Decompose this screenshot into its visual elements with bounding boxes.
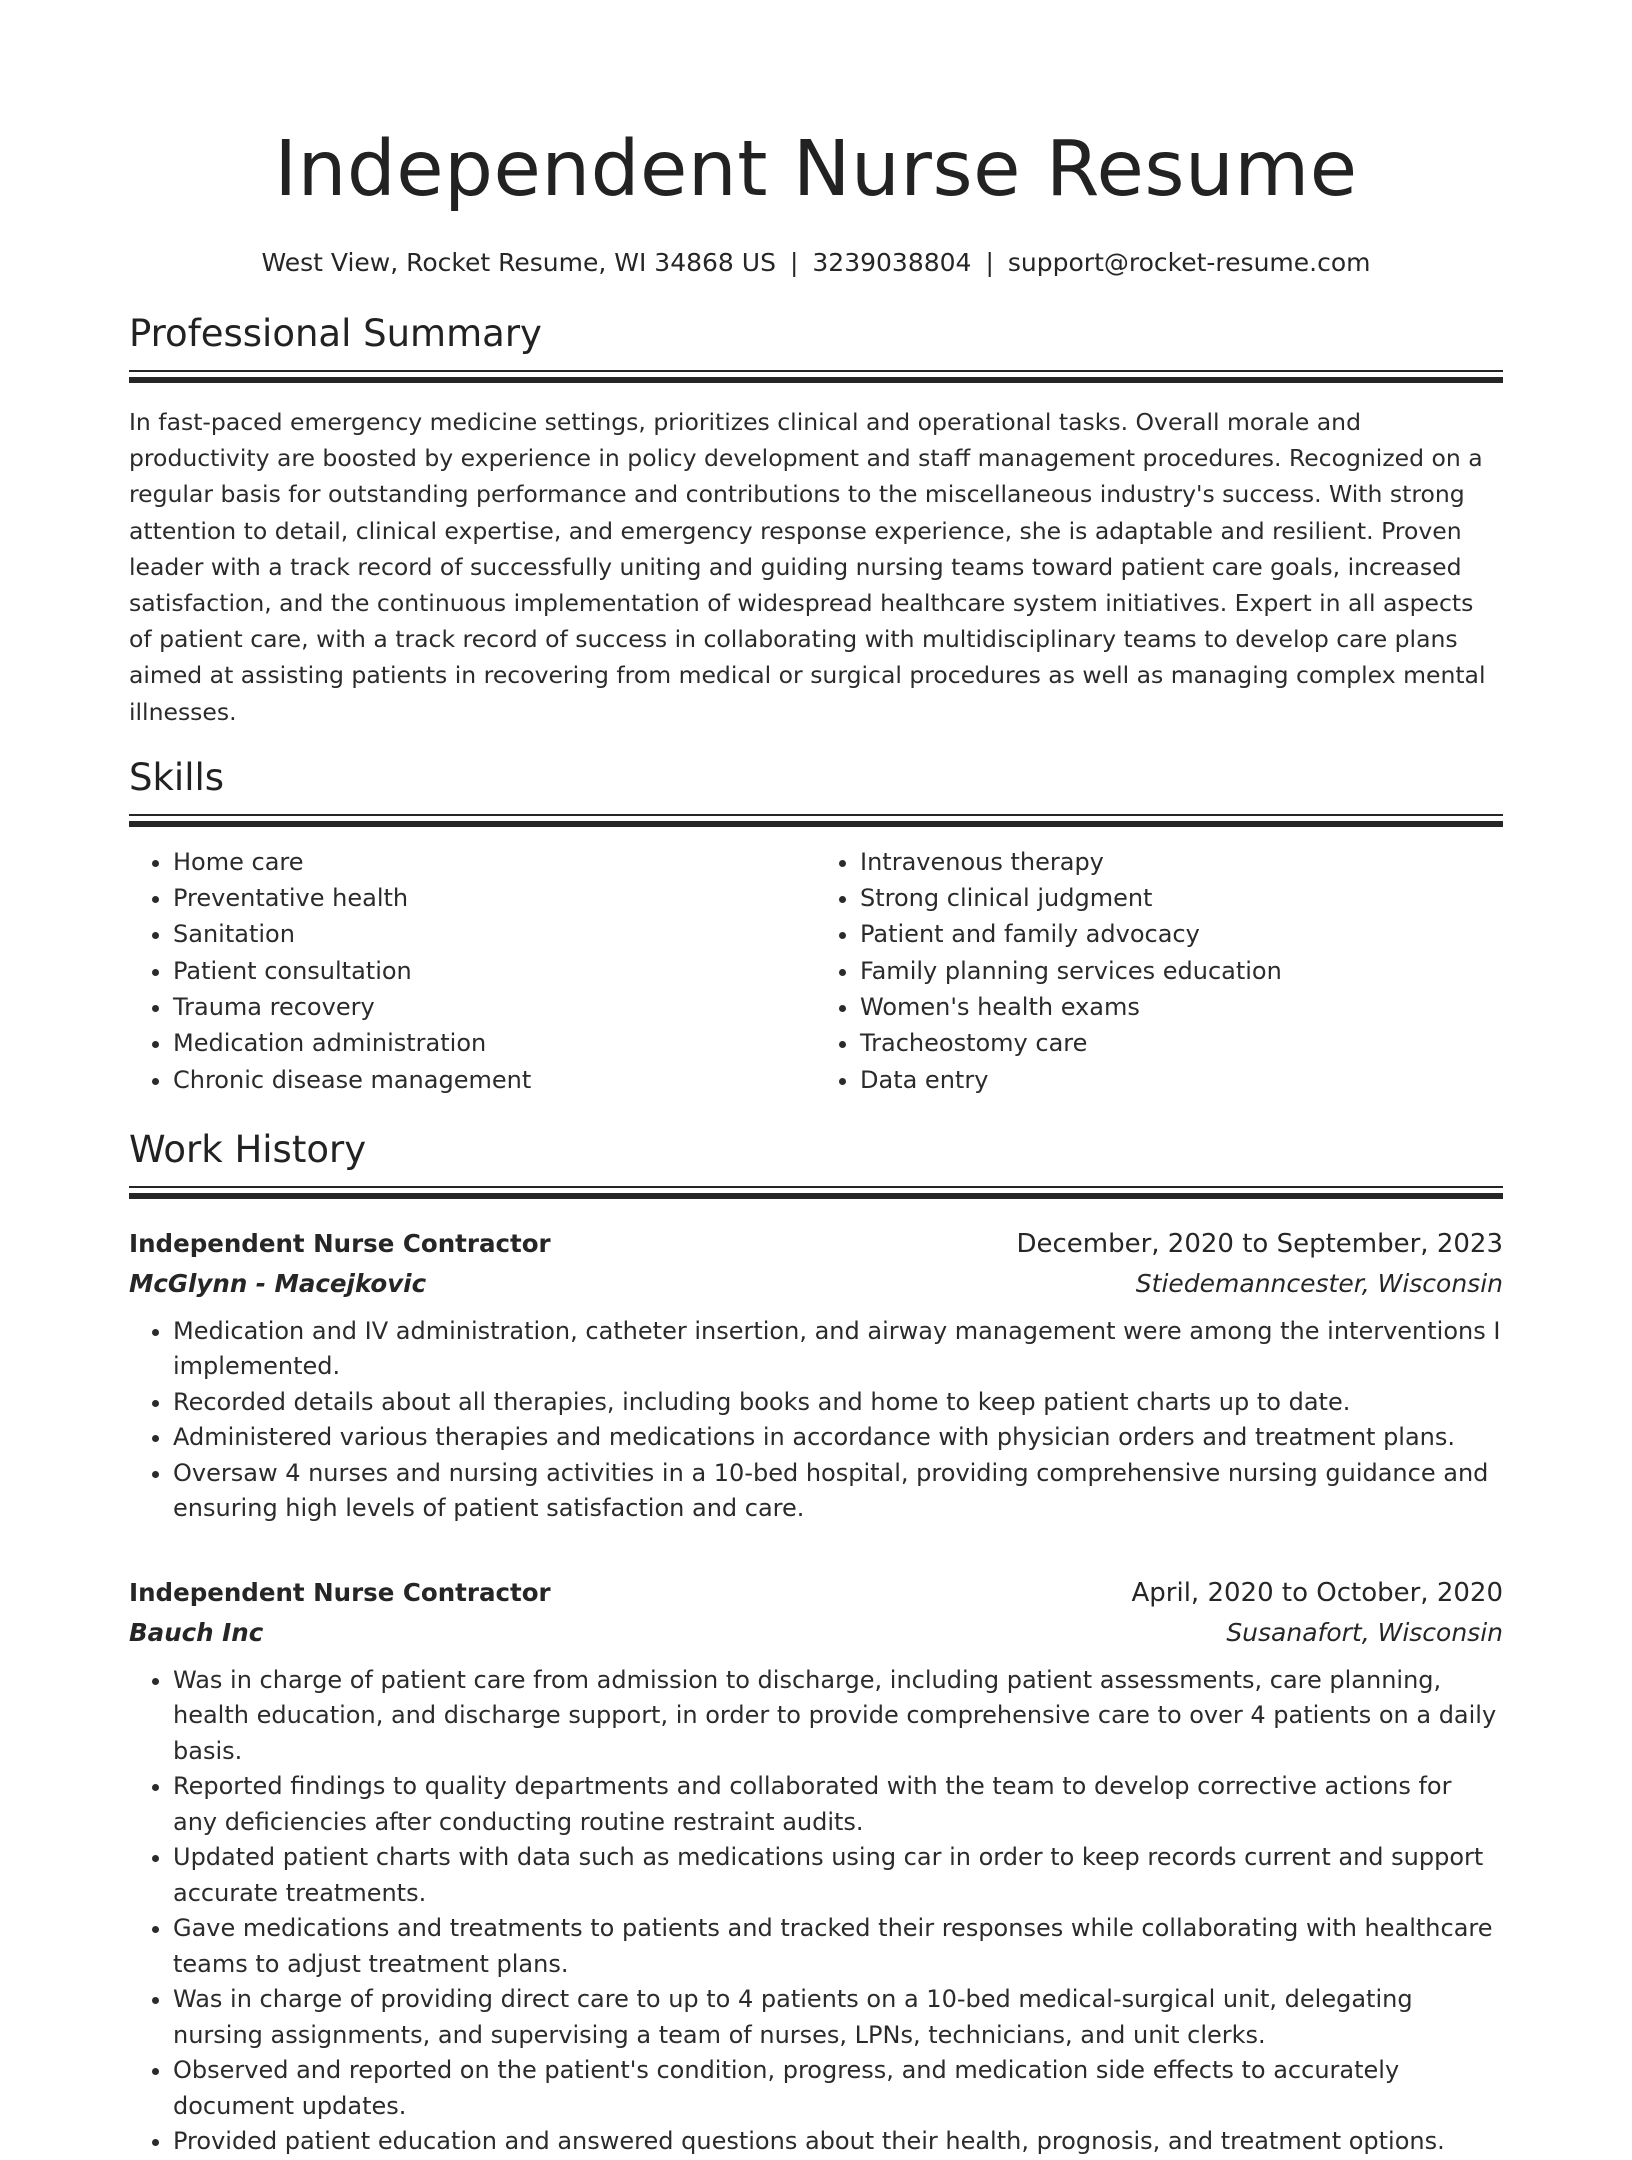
job-dates: April, 2020 to October, 2020 — [1131, 1577, 1503, 1608]
job-bullet: • Oversaw 4 nurses and nursing activities in a 10-bed hospital, providing comprehensive nursing guidance and ensuring high levels of patient satisfaction and care. — [173, 1456, 1503, 1527]
skill-item: • Intravenous therapy — [860, 844, 1503, 880]
contact-email: support@rocket-resume.com — [1007, 248, 1371, 277]
skill-item: • Trauma recovery — [173, 989, 816, 1025]
job-bullet: • Reported findings to quality departments and collaborated with the team to develop corrective actions for any deficiencies after conducting routine restraint audits. — [173, 1769, 1503, 1840]
job-title: Independent Nurse Contractor — [129, 1228, 551, 1258]
skill-item: • Chronic disease management — [173, 1062, 816, 1098]
skill-item: • Medication administration — [173, 1025, 816, 1061]
job-bullet: • Observed and reported on the patient's condition, progress, and medication side effects to accurately document updates. — [173, 2053, 1503, 2124]
section-divider — [129, 370, 1503, 386]
contact-address: West View, Rocket Resume, WI 34868 US — [261, 248, 776, 277]
job-bullet: • Provided patient education and answered questions about their health, prognosis, and treatment options. — [173, 2124, 1503, 2160]
job-company-row — [129, 1613, 1503, 1653]
skill-item: • Strong clinical judgment — [860, 880, 1503, 916]
summary-text: In fast-paced emergency medicine settings, prioritizes clinical and operational tasks. Overall morale and productivity are boosted by experience in policy development and staff management procedures. Recognized on a regular basis for outstanding performance and contributions to the miscellaneous industry's success. With strong attention to detail, clinical expertise, and emergency response experience, she is adaptable and resilient. Proven leader with a track record of successfully uniting and guiding nursing teams toward patient care goals, increased satisfaction, and the continuous implementation of widespread healthcare system initiatives. Expert in all aspects of patient care, with a track record of success in collaborating with multidisciplinary teams to develop care plans aimed at assisting patients in recovering from medical or surgical procedures as well as managing complex mental illnesses. — [129, 408, 1486, 726]
section-title-skills: Skills — [129, 755, 225, 799]
skill-item: • Home care — [173, 844, 816, 880]
skill-item: • Patient consultation — [173, 953, 816, 989]
job-company: Bauch Inc — [129, 1617, 264, 1647]
job-entry — [129, 1224, 1503, 1527]
job-bullet: • Was in charge of providing direct care to up to 4 patients on a 10-bed medical-surgical unit, delegating nursing assignments, and supervising a team of nurses, LPNs, technicians, and unit clerks. — [173, 1982, 1503, 2053]
job-location: Stiedemanncester, Wisconsin — [1135, 1268, 1503, 1298]
job-bullets — [129, 1314, 1503, 1527]
skill-item: • Data entry — [860, 1062, 1503, 1098]
contact-separator: | — [985, 248, 994, 277]
job-bullet: • Was in charge of patient care from admission to discharge, including patient assessments, care planning, health education, and discharge support, in order to provide comprehensive care to over 4 patients on a daily basis. — [173, 1663, 1503, 1770]
job-bullet: • Gave medications and treatments to patients and tracked their responses while collaborating with healthcare teams to adjust treatment plans. — [173, 1911, 1503, 1982]
section-skills — [129, 754, 1503, 1098]
job-header-row — [129, 1224, 1503, 1264]
contact-line — [129, 246, 1503, 280]
skill-item: • Family planning services education — [860, 953, 1503, 989]
job-bullet: • Updated patient charts with data such as medications using car in order to keep records current and support accurate treatments. — [173, 1840, 1503, 1911]
section-divider — [129, 1186, 1503, 1202]
job-bullet: • Medication and IV administration, catheter insertion, and airway management were among the interventions I implemented. — [173, 1314, 1503, 1385]
skills-columns — [129, 844, 1503, 1098]
job-title: Independent Nurse Contractor — [129, 1577, 551, 1607]
job-bullets — [129, 1663, 1503, 2160]
job-location: Susanafort, Wisconsin — [1226, 1617, 1503, 1647]
job-header-row — [129, 1573, 1503, 1613]
skill-item: • Tracheostomy care — [860, 1025, 1503, 1061]
job-entry — [129, 1573, 1503, 2160]
skill-item: • Sanitation — [173, 916, 816, 952]
section-work-history — [129, 1126, 1503, 2160]
skill-item: • Women's health exams — [860, 989, 1503, 1025]
skills-list-left — [129, 844, 816, 1098]
contact-phone: 3239038804 — [812, 248, 972, 277]
section-title-work: Work History — [129, 1127, 367, 1171]
section-divider — [129, 814, 1503, 830]
skills-list-right — [816, 844, 1503, 1098]
job-company-row — [129, 1264, 1503, 1304]
job-company: McGlynn - Macejkovic — [129, 1268, 427, 1298]
section-title-summary: Professional Summary — [129, 312, 542, 355]
resume-title: Independent Nurse Resume — [274, 125, 1358, 214]
contact-separator: | — [789, 248, 799, 277]
section-professional-summary — [129, 310, 1503, 730]
job-dates: December, 2020 to September, 2023 — [1016, 1228, 1503, 1259]
skill-item: • Preventative health — [173, 880, 816, 916]
job-bullet: • Recorded details about all therapies, including books and home to keep patient charts up to date. — [173, 1385, 1503, 1421]
job-bullet: • Administered various therapies and medications in accordance with physician orders and treatment plans. — [173, 1420, 1503, 1456]
skill-item: • Patient and family advocacy — [860, 916, 1503, 952]
